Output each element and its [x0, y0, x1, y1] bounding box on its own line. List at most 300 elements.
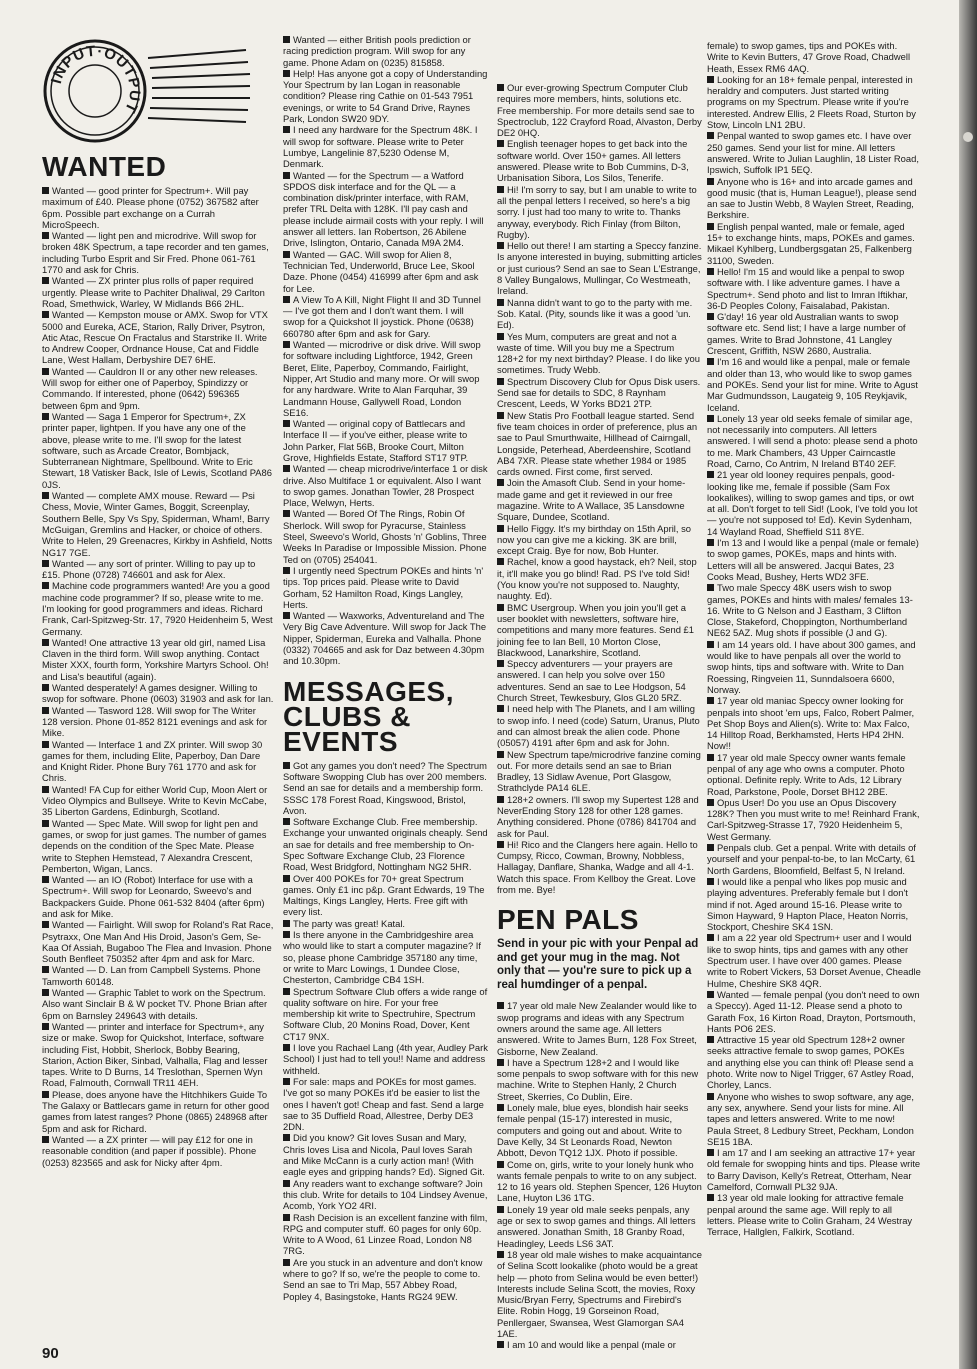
ad-text: Wanted — Kempston mouse or AMX. Swop for VTX 5000 and Eureka, ACE, Starion, Rally Driver, Psytron, Atic Atac, Rescue On Fractalus and Starstrike II. Write to Andrew Cooper, Ordnance House, Cat and Fiddle Lane, West Hallam, Derbyshire DE7 6HE.: [42, 309, 268, 366]
ad-entry: [42, 185, 274, 230]
bullet-icon: [707, 76, 714, 83]
bullet-icon: [283, 36, 290, 43]
bullet-icon: [707, 223, 714, 230]
bullet-icon: [42, 311, 49, 318]
ad-entry: [707, 130, 921, 175]
ad-text: G'day! 16 year old Australian wants to swop software etc. Send list; I have a large number of games. Write to Brad Johnstone, 41 Langley Crescent, Griffith, NSW 2680, Australia.: [707, 311, 906, 357]
bullet-icon: [42, 639, 49, 646]
ad-entry: [42, 964, 274, 987]
ad-entry: [497, 602, 702, 658]
bullet-icon: [283, 612, 290, 619]
ad-text: For sale: maps and POKEs for most games. I've got so many POKEs it'd be easier to list the ones I haven't got! Cheap and fast. Send a large sae to 35 Duffield Road, Allestree, Derby DE3 2DN.: [283, 1075, 484, 1133]
ad-entry: [42, 366, 274, 411]
ad-text: Wanted — Waxworks, Adventureland and The Very Big Cave Adventure. Will swop for Jack The Nipper, Spiderman, Eureka and Valhalla. Phone (0332) 704665 and ask for Daz between 4.30pm and 10.30pm.: [283, 610, 487, 667]
ad-text: Spectrum Discovery Club for Opus Disk users. Send sae for details to SDC, 8 Raynham Crescent, Leeds, W Yorks BD21 2TP.: [497, 375, 701, 410]
bullet-icon: [283, 931, 290, 938]
ad-entry: [707, 639, 921, 695]
penpals-list: [497, 1000, 702, 1350]
page-edge: [959, 0, 977, 1369]
ad-entry: [42, 705, 274, 739]
ad-text: I would like a penpal who likes pop music and playing adventures. Preferably female but I don't mind if not. Aged around 15-16. Please write to Simon Hayward, 9 Hapton Place, Heaton Norris, Stockport, Cheshire SK4 1SN.: [707, 875, 909, 933]
bullet-icon: [707, 878, 714, 885]
ad-text: Wanted — microdrive or disk drive. Will swop for software including Lightforce, 1942, Green Beret, Elite, Paperboy, Commando, Fairlight, Nipper, Art Studio and many more. Or will swop for any hardware. Write to Alan Farquhar, 39 Landmann House, Gallywell Road, London SE16.: [283, 339, 481, 418]
bullet-icon: [283, 465, 290, 472]
ad-text: Lonely 13 year old seeks female of similar age, not necessarily into computers. All letters answered. I will send a photo: please send a photo to me. Mark Chambers, 43 Upper Cairncastle Road, Carno, Co Antrim, N Ireland BT40 2EF.: [707, 412, 918, 469]
ad-text: I am 14 years old. I have about 300 games, and would like to have penpals all over the world to swop hints, tips and software with. Write to Dan Roessing, Ringveien 11, Sunndalsoera 6600, Norway.: [707, 638, 916, 695]
ad-entry: [42, 580, 274, 636]
bullet-icon: [283, 1214, 290, 1221]
bullet-icon: [42, 187, 49, 194]
bullet-icon: [497, 84, 504, 91]
ad-text: Rash Decision is an excellent fanzine with film, RPG and computer stuff. 60 pages for only 60p. Write to A Wood, 61 Linzee Road, London N8 7RG.: [283, 1211, 488, 1257]
messages-list: [283, 760, 488, 1302]
ad-text: I'm 16 and would like a penpal, male or female and older than 13, who would like to swop games and POKEs. Send your list for mine. Write to Agust Mar Gudmundsson, Laugateig 9, 105 Reykjavik, Iceland.: [707, 356, 918, 413]
ad-text: Attractive 15 year old Spectrum 128+2 owner seeks attractive female to swop games, POKEs and anything else you can think of! Please send a photo. Write now to Nigel Trigger, 67 Astley Road, Chorley, Lancs.: [707, 1034, 914, 1091]
bullet-icon: [283, 420, 290, 427]
bullet-icon: [42, 684, 49, 691]
ad-entry: [42, 1021, 274, 1089]
ad-entry: [42, 275, 274, 309]
ad-text: I am a 22 year old Spectrum+ user and I would like to swop hints, tips and games with any other Spectrum user. I have over 400 games. Please write to Robert Vickers, 53 Dorset Avenue, Cheadle Hulme, Cheshire SK8 4QR.: [707, 932, 921, 989]
ad-text: I need any hardware for the Spectrum 48K. I will swop for software. Please write to Peter Lumbye, Langelinie 87,5230 Odense M, Denmark.: [283, 124, 478, 170]
penpals-list-continued: [707, 40, 921, 1237]
wanted-heading: WANTED: [42, 151, 167, 182]
ad-text: 17 year old maniac Speccy owner looking for penpals into shoot 'em ups, Falco, Robert Palmer, Pet Shop Boys and Alien(s). Write to: Max Falco, 14 Hilltop Road, Berkhamsted, Herts HP4 2HN. Now!!: [707, 695, 915, 752]
ad-text: Wanted — either British pools prediction or racing prediction program. Will swop for any game. Phone Adam on (0235) 815858.: [283, 34, 471, 68]
ad-entry: [497, 839, 702, 895]
ad-text: Are you stuck in an adventure and don't know where to go? If so, we're the people to come to. Send an sae to Tri Map, 557 Abbey Road, Popley 4, Basingstoke, Hants RG24 9EW.: [283, 1256, 483, 1302]
ad-text: I am 17 and I am seeking an attractive 17+ year old female for swopping hints and tips. Please write to Barry Davison, Kelly's Retreat, Otterham, Near Camelford, Cornwall PL32 9JA.: [707, 1147, 921, 1192]
bullet-icon: [707, 1194, 714, 1201]
ad-entry: [497, 523, 702, 557]
ad-entry: [283, 170, 488, 249]
ad-entry: [497, 703, 702, 748]
ad-entry: [42, 1134, 274, 1168]
ad-entry: [707, 413, 921, 469]
ad-text: 13 year old male looking for attractive female penpal around the same age. Will reply to all letters. Please write to Colin Graham, 24 Westray Terrace, Hallglen, Falkirk, Scotland.: [707, 1192, 913, 1238]
bullet-icon: [707, 641, 714, 648]
bullet-icon: [497, 186, 504, 193]
ad-entry: [707, 797, 921, 842]
ad-entry: [283, 1132, 488, 1177]
bullet-icon: [707, 415, 714, 422]
ad-entry: [497, 331, 702, 376]
bullet-icon: [283, 1259, 290, 1266]
ad-entry: [707, 266, 921, 311]
ad-entry: [707, 537, 921, 582]
ad-text: I'm 13 and I would like a penpal (male or female) to swop games, POKEs, maps and hints with. Letters will all be answered. Jacqui Bates, 23 Cooks Mead, Bushey, Herts WD2 3FE.: [707, 537, 919, 582]
ad-text: Hi! I'm sorry to say, but I am unable to write to all the penpal letters I received, so here's a big sorry. I just had too many to write to. Thanks anyway, everybody. Rich Finlay (from Bilton, Rugby).: [497, 183, 697, 240]
bullet-icon: [497, 705, 504, 712]
ad-entry: [707, 176, 921, 221]
bullet-icon: [283, 567, 290, 574]
ad-text: Hello Figgy. It's my birthday on 15th April, so now you can give me a kicking. 3K are brill, except Craig. Bye for now, Bob Hunter.: [497, 522, 691, 557]
bullet-icon: [283, 296, 290, 303]
bullet-icon: [497, 412, 504, 419]
ad-text: I need help with The Planets, and I am willing to swop info. I need (code) Saturn, Uranus, Pluto and can almost break the alien code. Phone (05057) 4191 after 6pm and ask for John.: [497, 703, 700, 749]
svg-text:INPUT·OUTPUT: INPUT·OUTPUT: [47, 42, 144, 117]
page-number: 90: [42, 1345, 59, 1362]
ad-entry: [283, 929, 488, 985]
wanted-list: [42, 185, 274, 1168]
ad-text: New Statis Pro Football league started. Send five team choices in order of preference, plus an sae to Paul Smurthwaite, Hillhead of Cairngall, Longside, Peterhead, Aberdeenshire, Scotland AB4 7XR. Please state whether 1984 or 1985 cards owned. First come, first served.: [497, 409, 698, 478]
ad-text: Spectrum Software Club offers a wide range of quality software on hire. For your free membership kit write to Spectruhire, Spectrum Software Club, 20 Monins Road, Dover, Kent CT17 9NX.: [283, 985, 488, 1042]
ad-text: Nanna didn't want to go to the party with me. Sob. Katal. (Pity, sounds like it was a good 'un. Ed).: [497, 296, 693, 331]
bullet-icon: [707, 178, 714, 185]
ad-entry: [283, 34, 488, 68]
ad-entry: [283, 918, 488, 929]
ad-entry: [497, 1339, 702, 1350]
ad-entry: [42, 1089, 274, 1134]
ad-text: Wanted — Fairlight. Will swop for Roland's Rat Race, Psytraxx, One Man And His Droid, Jason's Gem, Se-Kaa Of Assiah, Bugaboo The Flea and Invasion. Phone South Benfleet 750352 after 4pm and ask for Marc.: [42, 919, 274, 965]
ad-entry: [283, 68, 488, 124]
ad-text: Wanted — Spec Mate. Will swop for light pen and games, or swop for just games. The number of games depends on the condition of the Spec Mate. Please write to Stephen Hemstead, 7 Alexandra Crescent, Pemberton, Wigan, Lancs.: [42, 817, 267, 874]
column-1: [42, 34, 274, 1334]
bullet-icon: [42, 820, 49, 827]
ad-entry: [283, 1257, 488, 1302]
bullet-icon: [42, 1136, 49, 1143]
ad-entry: [497, 556, 702, 601]
bullet-icon: [283, 988, 290, 995]
ad-entry: [707, 221, 921, 266]
ad-text: BMC Usergroup. When you join you'll get a user booklet with newsletters, software hire, competitions and many more features. Send £1 joining fee to Ian Bell, 10 Morton Close, Blackwood, Lanarkshire, Scotland.: [497, 601, 694, 658]
bullet-icon: [497, 299, 504, 306]
input-output-logo: [42, 34, 252, 150]
ad-text: Wanted — original copy of Battlecars and Interface II — if you've either, please write to John Parker, Flat 56B, Brooke Court, Milton Grove, Highfields Estate, Stafford ST17 9TP.: [283, 418, 469, 463]
ad-entry: [283, 294, 488, 339]
bullet-icon: [42, 876, 49, 883]
ad-text: Hello out there! I am starting a Speccy fanzine. Is anyone interested in buying, submitting articles or just curious? Send an sae to Sean L'Estrange, 8 Valley Bungalows, Mullingar, Co Westmeath, Ireland.: [497, 240, 702, 297]
ad-text: Lonely male, blue eyes, blondish hair seeks female penpal (15-17) interested in music, computers and going out and about. Write to Dave Kelly, 34 St Leonards Road, Newton Abbott, Devon TQ12 1JX. Photo if possible.: [497, 1102, 689, 1159]
bullet-icon: [497, 558, 504, 565]
ad-text: I am 10 and would like a penpal (male or: [507, 1339, 676, 1351]
ad-text: Wanted! FA Cup for either World Cup, Moon Alert or Video Olympics and Bullseye. Write to Kevin McCabe, 35 Liberton Gardens, Edinburgh, Scotland.: [42, 783, 268, 818]
ad-entry: [497, 184, 702, 240]
ad-text: Wanted — Cauldron II or any other new releases. Will swop for either one of Paperboy, Spindizzy or Commando. If interested, phone (0642) 596365 between 6pm and 9pm.: [42, 365, 258, 411]
bullet-icon: [707, 991, 714, 998]
ad-entry: [283, 986, 488, 1042]
ad-text: Help! Has anyone got a copy of Understanding Your Spectrum by Ian Logan in reasonable condition? Please ring Cathie on 01-543 7951 evenings, or write to 54 Grand Drive, Raynes Park, London SW20 9DY.: [283, 67, 488, 125]
penpals-intro: Send in your pic with your Penpal ad and get your mug in the mag. Not only that — you're sure to pick up a real humdinger of a penpal.: [497, 938, 699, 991]
bullet-icon: [707, 358, 714, 365]
bullet-icon: [42, 232, 49, 239]
bullet-icon: [707, 471, 714, 478]
ad-entry: [497, 749, 702, 794]
ad-text: Wanted — complete AMX mouse. Reward — Psi Chess, Movie, Winter Games, Boggit, Screenplay, Southern Belle, Spy Vs Spy, Spiderman, Wham!, Barry McGuigan, Gremlins and Hacker, or choice of others. Write to Helen, 29 Greenacres, Kirkby in Ashfield, Notts NG17 7GE.: [42, 490, 273, 558]
ad-entry: [283, 610, 488, 666]
ad-entry: [707, 356, 921, 412]
ad-text: Machine code programmers wanted! Are you a good machine code programmer? If so, please write to me. I'm looking for good programmers and ideas. Richard Frank, Carl-Spitzweg-Str. 17, 7920 Heidenheim 5, West Germany.: [42, 580, 273, 637]
ad-entry: [497, 410, 702, 478]
ad-text: Wanted — light pen and microdrive. Will swop for broken 48K Spectrum, a tape recorder and ten games, including Turbo Esprit and Sir Fred. Phone 061-761 1770 and ask for Chris.: [42, 230, 269, 276]
ad-entry: [497, 297, 702, 331]
bullet-icon: [283, 1180, 290, 1187]
ad-entry: [497, 1000, 702, 1056]
ad-text: female) to swop games, tips and POKEs with. Write to Kevin Butters, 47 Grove Road, Chadwell Heath, Essex RM6 4AQ.: [707, 40, 911, 74]
bullet-icon: [707, 132, 714, 139]
bullet-icon: [497, 841, 504, 848]
bullet-icon: [497, 1341, 504, 1348]
ad-entry: [42, 739, 274, 784]
ad-text: Got any games you don't need? The Spectrum Software Swopping Club has over 200 members. Send an sae for details and a membership form. SSSC 178 Forest Road, Kingswood, Bristol, Avon.: [283, 759, 487, 816]
bullet-icon: [497, 604, 504, 611]
bullet-icon: [283, 875, 290, 882]
bullet-icon: [283, 920, 290, 927]
bullet-icon: [497, 333, 504, 340]
bullet-icon: [707, 844, 714, 851]
ad-text: Did you know? Git loves Susan and Mary, Chris loves Lisa and Nicola, Paul loves Sarah and Mike McCann is a curly action man! (With eagle eyes and gripping hands? Ed). Signed Git.: [283, 1132, 485, 1178]
bullet-icon: [497, 751, 504, 758]
penpals-heading: PEN PALS: [497, 904, 639, 936]
bullet-icon: [42, 989, 49, 996]
bullet-icon: [497, 1104, 504, 1111]
ad-text: 17 year old male New Zealander would like to swop programs and ideas with any Spectrum owners around the same age. All letters answered. Write to James Burn, 128 Fox Street, Gisborne, New Zealand.: [497, 1000, 697, 1057]
ad-text: Software Exchange Club. Free membership. Exchange your unwanted originals cheaply. Send an sae for details and free membership to On-Spec Software Exchange Club, 23 Florence Road, West Bridgford, Nottingham NG2 5HR.: [283, 816, 488, 873]
ad-entry: [283, 418, 488, 463]
ad-entry: [42, 784, 274, 818]
ad-text: Our ever-growing Spectrum Computer Club requires more members, hints, solutions etc. Free membership. For more details send sae to Spectroclub, 122 Crayford Road, Alvaston, Derby DE2 0HQ.: [497, 82, 702, 139]
bullet-icon: [497, 140, 504, 147]
input-output-seal-icon: [42, 38, 148, 144]
messages-list-continued: [497, 82, 702, 895]
ad-entry: [707, 695, 921, 751]
bullet-icon: [283, 818, 290, 825]
ad-text: Wanted — Tasword 128. Will swop for The Writer 128 version. Phone 01-852 8121 evenings and ask for Mike.: [42, 704, 268, 739]
bullet-icon: [497, 1059, 504, 1066]
ad-text: Wanted — Interface 1 and ZX printer. Will swop 30 games for them, including Elite, Paperboy, Dan Dare and Knight Rider. Phone Bury 761 1770 and ask for Chris.: [42, 738, 263, 784]
ad-entry: [497, 138, 702, 183]
bullet-icon: [283, 1078, 290, 1085]
ad-entry: [707, 469, 921, 537]
bullet-icon: [42, 560, 49, 567]
ad-entry: [283, 873, 488, 918]
bullet-icon: [283, 510, 290, 517]
bullet-icon: [42, 707, 49, 714]
bullet-icon: [283, 341, 290, 348]
ad-entry: [707, 876, 921, 932]
ad-entry: [283, 463, 488, 508]
ad-text: Wanted — printer and interface for Spectrum+, any size or make. Swop for Quickshot, Interface, software including Fist, Hobbit, Sherlock, Bobby Bearing, Starion, Action Biker, Sinbad, Valhalla, Flag and lesser tapes. Write to D Burns, 14 Treslothan, Spernen Wyn Road, Falmouth, Cornwall TR11 4EH.: [42, 1020, 268, 1089]
ad-text: Wanted — D. Lan from Campbell Systems. Phone Tamworth 60148.: [42, 964, 261, 987]
ad-entry: [283, 508, 488, 564]
ad-text: Wanted — female penpal (you don't need to own a Speccy). Aged 11-12. Please send a photo to Garath Fox, 16 Kirton Road, Drayton, Portsmouth, Hants PO6 2ES.: [707, 988, 920, 1034]
ad-entry: [707, 74, 921, 130]
bullet-icon: [42, 413, 49, 420]
ad-entry: [283, 1212, 488, 1257]
bullet-icon: [42, 368, 49, 375]
ad-text: Wanted — an IO (Robot) Interface for use with a Spectrum+. Will swop for Leonardo, Sweevo's and Backpackers Guide. Phone 061-532 8404 (after 6pm) and ask for Mike.: [42, 874, 265, 919]
ad-text: The party was great! Katal.: [293, 917, 406, 929]
ad-entry: [497, 658, 702, 703]
ad-entry: [707, 1192, 921, 1237]
ad-entry: [497, 82, 702, 138]
ad-text: 21 year old looney requires penpals, good-looking like me, female if possible (Sam Fox lookalikes), willing to swop games and tips, or owt at all. Don't forget to tell Sid! (Look, I've told you lot — you're not supposed to! Ed). Kevin Sydenham, 14 Wayland Road, Sheffield S11 8YE.: [707, 469, 918, 537]
ad-text: Speccy adventurers — your prayers are answered. I can help you solve over 150 adventures. Send an sae to Lee Hodgson, 54 Church Street, Tewkesbury, Glos GL20 5RZ.: [497, 658, 686, 704]
ad-text: New Spectrum tape/microdrive fanzine coming out. For more details send an sae to Brian Bradley, 13 Sidlaw Avenue, Port Glasgow, Strathclyde PA14 6LE.: [497, 748, 701, 794]
ad-entry: [707, 40, 921, 74]
bullet-icon: [283, 251, 290, 258]
bullet-icon: [42, 1023, 49, 1030]
ad-entry: [42, 558, 274, 581]
ad-entry: [283, 1178, 488, 1212]
ad-entry: [707, 582, 921, 638]
ad-text: I have a Spectrum 128+2 and I would like some penpals to swop software with for this new machine. Write to Stephen Hanly, 2 Church Street, Skerries, Co Dublin, Eire.: [497, 1056, 699, 1102]
ad-text: English penpal wanted, male or female, aged 15+ to exchange hints, maps, POKEs and games. Mikael Kyhlberg, Lundbergsgatan 25, Falkenberg 31100, Sweden.: [707, 220, 915, 266]
ad-text: Penpal wanted to swop games etc. I have over 250 games. Send your list for mine. All letters answered. Write to Julian Laughlin, 18 Lister Road, Ipswich, Suffolk IP1 5EQ.: [707, 130, 919, 176]
bullet-icon: [283, 1134, 290, 1141]
ad-entry: [283, 760, 488, 816]
ad-entry: [497, 240, 702, 296]
bullet-icon: [497, 1161, 504, 1168]
ad-entry: [497, 1204, 702, 1249]
ad-text: I urgently need Spectrum POKEs and hints 'n' tips. Top prices paid. Please write to David Gorham, 52 Hamilton Road, Kings Langley, Herts.: [283, 564, 484, 610]
bullet-icon: [707, 584, 714, 591]
ad-text: Please, does anyone have the Hitchhikers Guide To The Galaxy or Battlecars game in return for other good games from latest ranges? Phone (0865) 248968 after 5pm and ask for Richard.: [42, 1088, 270, 1134]
bullet-icon: [707, 697, 714, 704]
ad-text: Lonely 19 year old male seeks penpals, any age or sex to swop games and things. All letters answered. Jonathan Smith, 18 Granby Road, Headingley, Leeds LS6 3AT.: [497, 1203, 696, 1249]
ad-entry: [283, 1042, 488, 1076]
bullet-icon: [42, 921, 49, 928]
ad-text: Come on, girls, write to your lonely hunk who wants female penpals to write to on any subject. 12 to 16 years old. Stephen Spencer, 126 Huyton Lane, Huyton L36 1TG.: [497, 1158, 702, 1204]
ad-text: Wanted desperately! A games designer. Willing to swop for software. Phone (0603) 31903 and ask for Ian.: [42, 682, 274, 705]
ad-entry: [707, 1034, 921, 1090]
ad-text: Wanted — any sort of printer. Willing to pay up to £15. Phone (0728) 746601 and ask for Alex.: [42, 557, 256, 581]
ad-entry: [707, 1091, 921, 1147]
ad-text: 18 year old male wishes to make acquaintance of Selina Scott lookalike (photo would be a great help — photo from Selina would be even better!) Interests include Selina Scott, the movies, Roxy Music/Bryan Ferry, Spectrums and Firebird's Elite. Robin Hogg, 19 Gorseinon Road, Penllergaer, Swansea, West Glamorgan SA4 1AE.: [497, 1248, 702, 1339]
bullet-icon: [497, 525, 504, 532]
ad-entry: [707, 842, 921, 876]
ad-text: A View To A Kill, Night Flight II and 3D Tunnel — I've got them and I don't want them. I will swop for a Quickshot II joystick. Phone (0638) 660780 after 6pm and ask for Gary.: [283, 293, 481, 339]
ad-entry: [497, 1159, 702, 1204]
ad-text: Wanted — GAC. Will swop for Alien 8, Technician Ted, Underworld, Bruce Lee, Skool Daze. Phone (0454) 416999 after 6pm and ask for Lee.: [283, 248, 479, 294]
ad-entry: [707, 989, 921, 1034]
ad-entry: [283, 816, 488, 872]
messages-heading: MESSAGES, CLUBS & EVENTS: [283, 675, 454, 757]
ad-text: Wanted! One attractive 13 year old girl, named Lisa Claven in the third form. Will swop anything. Contact Mister XXX, fourth form, Yorkshire Martyrs School. Oh! and Lisa's beautiful (again).: [42, 636, 269, 682]
bullet-icon: [42, 582, 49, 589]
bullet-icon: [707, 313, 714, 320]
ad-entry: [42, 987, 274, 1021]
ad-entry: [707, 311, 921, 356]
ad-text: Join the Amasoft Club. Send in your home-made game and get it reviewed in our free magazine. Write to A Wallace, 35 Lansdowne Square, Dundee, Scotland.: [497, 477, 686, 523]
bullet-icon: [283, 1044, 290, 1051]
ad-text: Is there anyone in the Cambridgeshire area who would like to start a computer magazine? If so, please phone Cambridge 357180 any time, or write to Marc Lowings, 1 Dundee Close, Chesterton, Cambridge CB4 1SH.: [283, 929, 482, 986]
ad-text: Wanted — Saga 1 Emperor for Spectrum+, ZX printer paper, lightpen. If you have any one of the above, please write to me. I'll swop for the latest software, such as Arcade Creator, Bombjack, Subterranean Nightmare, Spellbound. Write to Eric Stewart, 18 Vatisker Back, Isle of Lewis, Scotland PA86 0JS.: [42, 410, 272, 490]
bullet-icon: [42, 966, 49, 973]
bullet-icon: [707, 1093, 714, 1100]
ad-text: Two male Speccy 48K users wish to swop games, POKEs and hints with males/ females 13-16. Write to G Nelson and J Eastham, 3 Clifton Close, Stakeford, Choppington, Northumberland NE62 5AZ. Mug shots if possible (J and G).: [707, 582, 913, 639]
bullet-icon: [497, 796, 504, 803]
ad-text: I love you Rachael Lang (4th year, Audley Park School) I just had to tell you!! Name and address withheld.: [283, 1042, 488, 1076]
bullet-icon: [42, 786, 49, 793]
ad-text: Yes Mum, computers are great and not a waste of time. Will you buy me a Spectrum 128+2 for my next birthday? Please. I do like you sometimes. Trudy Webb.: [497, 330, 700, 376]
ad-text: Over 400 POKEs for 70+ great Spectrum games. Only £1 inc p&p. Grant Edwards, 19 The Maltings, Kings Langley, Herts. Free gift with every list.: [283, 872, 485, 918]
ad-text: Rachel, know a good haystack, eh? Neil, stop it, it'll make you go blind! Rad. PS I've told Sid! (You know you're not supposed to. Naughty, naughty. Ed).: [497, 556, 697, 602]
ad-entry: [42, 818, 274, 874]
ad-entry: [42, 490, 274, 558]
ad-entry: [283, 565, 488, 610]
bullet-icon: [707, 539, 714, 546]
ad-text: Penpals club. Get a penpal. Write with details of yourself and your penpal-to-be, to Ian McCarty, 61 North Gardens, Bloomfield, Belfast 5, N Ireland.: [707, 842, 916, 876]
bullet-icon: [497, 479, 504, 486]
bullet-icon: [42, 277, 49, 284]
ad-entry: [497, 477, 702, 522]
ad-entry: [497, 1057, 702, 1102]
ad-text: Hi! Rico and the Clangers here again. Hello to Cumpsy, Ricco, Cowman, Browny, Nobbless, Hallagay, Danflare, Shanka, Wadge and all 4-1. Watch this space. From Kellboy the Great. Love from me. Bye!: [497, 838, 698, 896]
ad-text: 128+2 owners. I'll swop my Supertest 128 and NeverEnding Story 128 for other 128 games. Anything considered. Phone (0786) 841704 and ask for Paul.: [497, 793, 699, 839]
ad-text: Wanted — for the Spectrum — a Watford SPDOS disk interface and for the QL — a combination disk/printer interface, with RAM, prefer TRL Delta with 128K. I'll pay cash and please include airmail costs with your reply. I will answer all letters. Ian Robertson, 26 Abilene Drive, Islington, Ontario, Canada M9A 2M4.: [283, 169, 484, 249]
ad-text: English teenager hopes to get back into the software world. Over 150+ games. All letters answered. Please write to Bob Cummins, D-3, Urbanisation Sibora, Los Silos, Tenerife.: [497, 138, 689, 184]
bullet-icon: [283, 172, 290, 179]
bullet-icon: [42, 1091, 49, 1098]
ad-entry: [283, 124, 488, 169]
ad-entry: [42, 309, 274, 365]
bullet-icon: [707, 934, 714, 941]
ad-text: Looking for an 18+ female penpal, interested in heraldry and computers. Just started writing programs on my Spectrum. Please write if you're interested. Andrew Ellis, 2 Fleets Road, Sturton by Stow, Lincoln LN1 2BU.: [707, 73, 916, 131]
ad-entry: [42, 919, 274, 964]
bullet-icon: [42, 741, 49, 748]
bullet-icon: [707, 754, 714, 761]
ad-entry: [497, 1249, 702, 1339]
bullet-icon: [707, 799, 714, 806]
ad-text: Hello! I'm 15 and would like a penpal to swop software with. I like adventure games. I have a Spectrum+. Send photo and list to Imran Iftikhar, 36-D Peoples Colony, Faisalabad, Pakistan.: [707, 265, 908, 311]
bullet-icon: [283, 70, 290, 77]
bullet-icon: [283, 126, 290, 133]
bullet-icon: [707, 268, 714, 275]
ad-text: Wanted — good printer for Spectrum+. Will pay maximum of £40. Please phone (0752) 367582 after 6pm. Possible part exchange on a Currah MicroSpeech.: [42, 185, 259, 230]
ad-entry: [497, 376, 702, 410]
ad-text: Wanted — cheap microdrive/interface 1 or disk drive. Also Multiface 1 or equivalent. Also I want to swop games. Jonathan Towler, 28 Prospect Place, Welwyn, Herts.: [283, 463, 488, 509]
signal-lines-icon: [146, 48, 250, 132]
bullet-icon: [283, 762, 290, 769]
bullet-icon: [497, 242, 504, 249]
ad-entry: [42, 411, 274, 490]
ad-entry: [707, 932, 921, 988]
ad-text: Wanted — Bored Of The Rings, Robin Of Sherlock. Will swop for Pyracurse, Stainless Steel, Sweevo's World, Ghosts 'n' Goblins, Three Weeks In Paradise or Impossible Mission. Phone Ted on (0705) 254041.: [283, 508, 487, 565]
bullet-icon: [497, 1251, 504, 1258]
binder-hole: [963, 132, 973, 142]
bullet-icon: [497, 1002, 504, 1009]
ad-text: Wanted — ZX printer plus rolls of paper required urgently. Please write to Pachiter Dhaliwal, 29 Carlton Road, Smethwick, Warley, W Midlands B66 2HL.: [42, 275, 265, 309]
column-2: [283, 34, 488, 1334]
bullet-icon: [707, 1036, 714, 1043]
ad-entry: [42, 230, 274, 275]
ad-entry: [42, 637, 274, 682]
bullet-icon: [497, 660, 504, 667]
ad-entry: [42, 682, 274, 705]
ad-entry: [283, 249, 488, 294]
ad-entry: [497, 794, 702, 839]
ad-text: Opus User! Do you use an Opus Discovery 128K? Then you must write to me! Reinhard Frank, Carl-Spitzweg-Strasse 17, 7920 Heidenheim 5, West Germany.: [707, 796, 920, 842]
ad-text: Wanted — a ZX printer — will pay £12 for one in reasonable condition (and paper if possible). Phone (0253) 823565 and ask for Nicky after 4pm.: [42, 1133, 257, 1168]
bullet-icon: [42, 492, 49, 499]
ad-text: Anyone who wishes to swop software, any age, any sex, anywhere. Send your lists for mine. All tapes and letters answered. Write to me now! Paula Street, 8 Ledbury Street, Peckham, London SE15 1BA.: [707, 1090, 914, 1147]
bullet-icon: [497, 1206, 504, 1213]
ad-entry: [707, 752, 921, 797]
bullet-icon: [707, 1149, 714, 1156]
ad-entry: [283, 1076, 488, 1132]
column-4: [707, 40, 921, 1340]
ad-text: Anyone who is 16+ and into arcade games and good music (that is, Human League!), please send an sae to Justin Webb, 8 Waylen Street, Reading, Berkshire.: [707, 175, 917, 221]
column-3: [497, 82, 702, 1351]
bullet-icon: [497, 378, 504, 385]
ad-entry: [497, 1102, 702, 1158]
ad-entry: [707, 1147, 921, 1192]
ad-text: Any readers want to exchange software? Join this club. Write for details to 104 Lindsey Avenue, Acomb, York YO2 4RI.: [283, 1177, 488, 1212]
wanted-list-continued: [283, 34, 488, 667]
ad-text: Wanted — Graphic Tablet to work on the Spectrum. Also want Sinclair B & W pocket TV. Phone Brian after 6pm on Barnsley 249643 with details.: [42, 987, 268, 1021]
ad-entry: [283, 339, 488, 418]
